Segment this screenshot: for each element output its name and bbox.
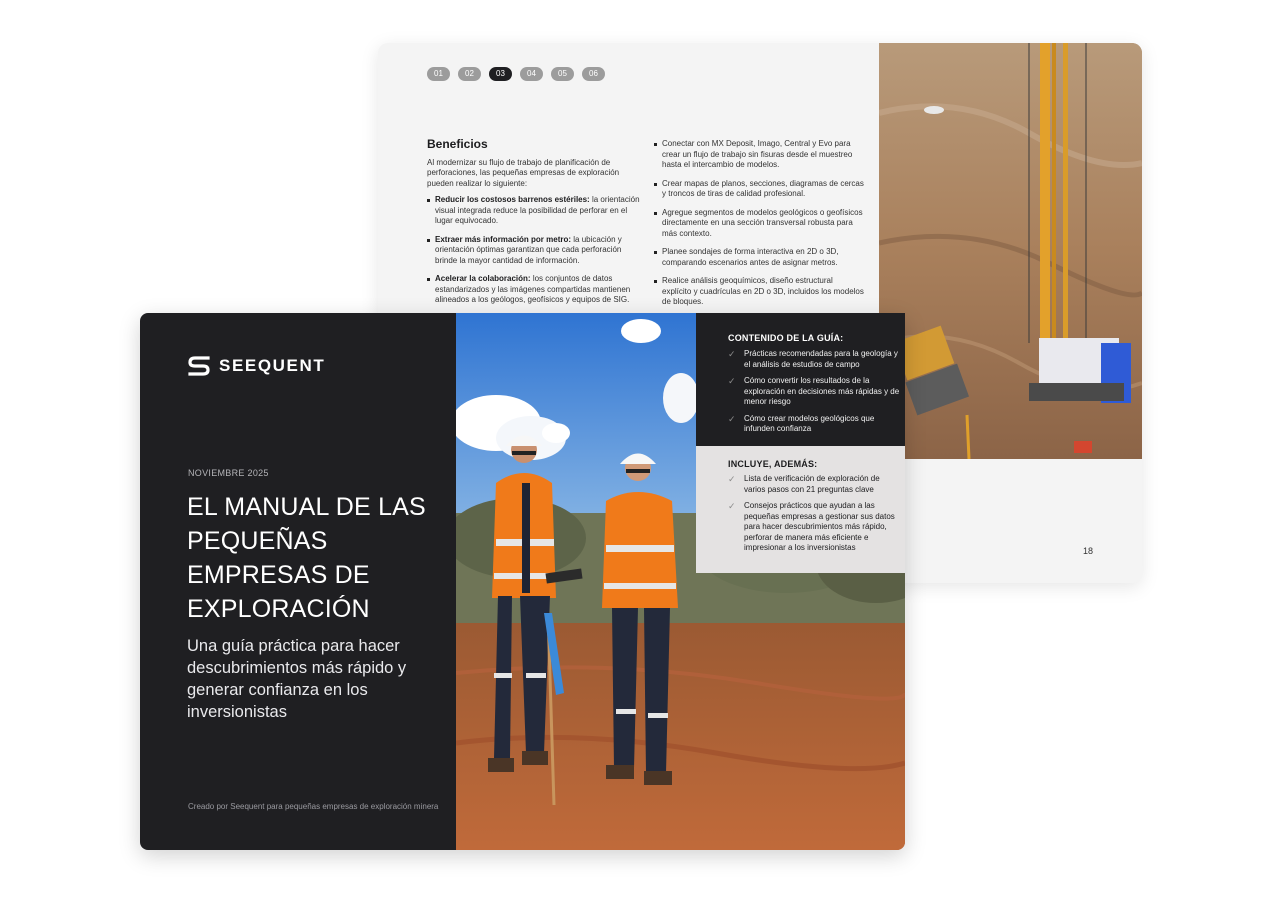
page-pill-active[interactable]: 03 <box>489 67 512 81</box>
contents-list-item <box>728 414 900 435</box>
checkmark-icon: ✓ <box>728 501 736 511</box>
checkmark-icon: ✓ <box>728 413 736 424</box>
cover-subtitle: Una guía práctica para hacer descubrimientos más rápido y generar confianza en los inversionistas <box>187 637 407 721</box>
contents-item-text: Cómo crear modelos geológicos que infunden confianza <box>744 413 875 433</box>
benefit-text: la ubicación y orientación óptimas garantizan que cada perforación brinde la mayor cantidad de información. <box>435 234 622 265</box>
drilling-rig-illustration <box>879 43 1142 459</box>
benefit-item <box>427 235 643 267</box>
page-pill[interactable]: 05 <box>551 67 574 81</box>
feature-item: Agregue segmentos de modelos geológicos o geofísicos directamente en una sección transversal robusta para más contexto. <box>654 208 864 240</box>
contents-heading: CONTENIDO DE LA GUÍA: <box>728 333 844 343</box>
benefit-text: la orientación visual integrada reduce la posibilidad de perforar en el lugar equivocado. <box>435 195 640 225</box>
guide-includes-panel <box>696 446 905 573</box>
benefits-heading: Beneficios <box>427 137 488 151</box>
cover-dark-panel <box>140 313 456 850</box>
feature-item: Conectar con MX Deposit, Imago, Central y Evo para crear un flujo de trabajo sin fisuras desde el muestreo hasta el intercambio de modelos. <box>654 139 864 171</box>
benefit-item <box>427 274 643 306</box>
contents-item-text: Prácticas recomendadas para la geología y el análisis de estudios de campo <box>744 349 898 369</box>
contents-list-item <box>728 349 900 370</box>
feature-item: Crear mapas de planos, secciones, diagramas de cercas y troncos de tiras de calidad profesional. <box>654 179 864 200</box>
cover-title: EL MANUAL DE LAS PEQUEÑAS EMPRESAS DE EXPLORACIÓN <box>187 493 426 623</box>
includes-item-text: Consejos prácticos que ayudan a las pequeñas empresas a gestionar sus datos para hacer descubrimientos más rápido, perforar de manera más eficiente e impresionar a los inversionistas <box>744 501 895 552</box>
features-column <box>654 139 864 316</box>
page-pill[interactable]: 02 <box>458 67 481 81</box>
feature-item: Planee sondajes de forma interactiva en 2D o 3D, comparando escenarios antes de asignar metros. <box>654 247 864 268</box>
logo-wordmark: SEEQUENT <box>219 356 326 375</box>
contents-list <box>728 349 900 441</box>
feature-item: Realice análisis geoquímicos, diseño estructural explícito y cuadrículas en 2D o 3D, incluidos los modelos de bloques. <box>654 276 864 308</box>
checkmark-icon: ✓ <box>728 376 736 386</box>
contents-item-text: Cómo convertir los resultados de la exploración en decisiones más rápidas y de menor riesgo <box>744 376 900 406</box>
benefit-text: los conjuntos de datos estandarizados y las imágenes compartidas mantienen alineados a los geólogos, geofísicos y equipos de SIG. <box>435 274 631 304</box>
benefit-title: Extraer más información por metro: <box>435 234 572 244</box>
includes-list-item <box>728 474 900 495</box>
benefit-title: Acelerar la colaboración: <box>435 274 531 283</box>
publication-date: NOVIEMBRE 2025 <box>188 468 269 478</box>
cover-credit: Creado por Seequent para pequeñas empresas de exploración minera <box>188 802 439 811</box>
benefits-column <box>427 139 643 314</box>
seequent-logo-icon <box>187 355 211 377</box>
page-pill[interactable]: 01 <box>427 67 450 81</box>
checkmark-icon: ✓ <box>728 349 736 359</box>
contents-list-item <box>728 376 900 408</box>
benefits-intro: Al modernizar su flujo de trabajo de planificación de perforaciones, las pequeñas empresas de exploración pueden realizar lo siguiente: <box>427 157 620 188</box>
drilling-rig-photo <box>879 43 1142 459</box>
includes-list <box>728 474 900 560</box>
benefit-title: Reducir los costosos barrenos estériles: <box>435 195 590 204</box>
page-pill[interactable]: 04 <box>520 67 543 81</box>
page-pill[interactable]: 06 <box>582 67 605 81</box>
guide-contents-panel <box>696 313 905 446</box>
page-number: 18 <box>1083 546 1094 556</box>
checkmark-icon: ✓ <box>728 474 736 484</box>
benefit-item <box>427 195 643 227</box>
includes-list-item <box>728 501 900 554</box>
includes-item-text: Lista de verificación de exploración de varios pasos con 21 preguntas clave <box>744 474 880 494</box>
includes-heading: INCLUYE, ADEMÁS: <box>728 459 818 469</box>
page-pagination <box>427 67 605 81</box>
seequent-logo <box>187 355 325 377</box>
